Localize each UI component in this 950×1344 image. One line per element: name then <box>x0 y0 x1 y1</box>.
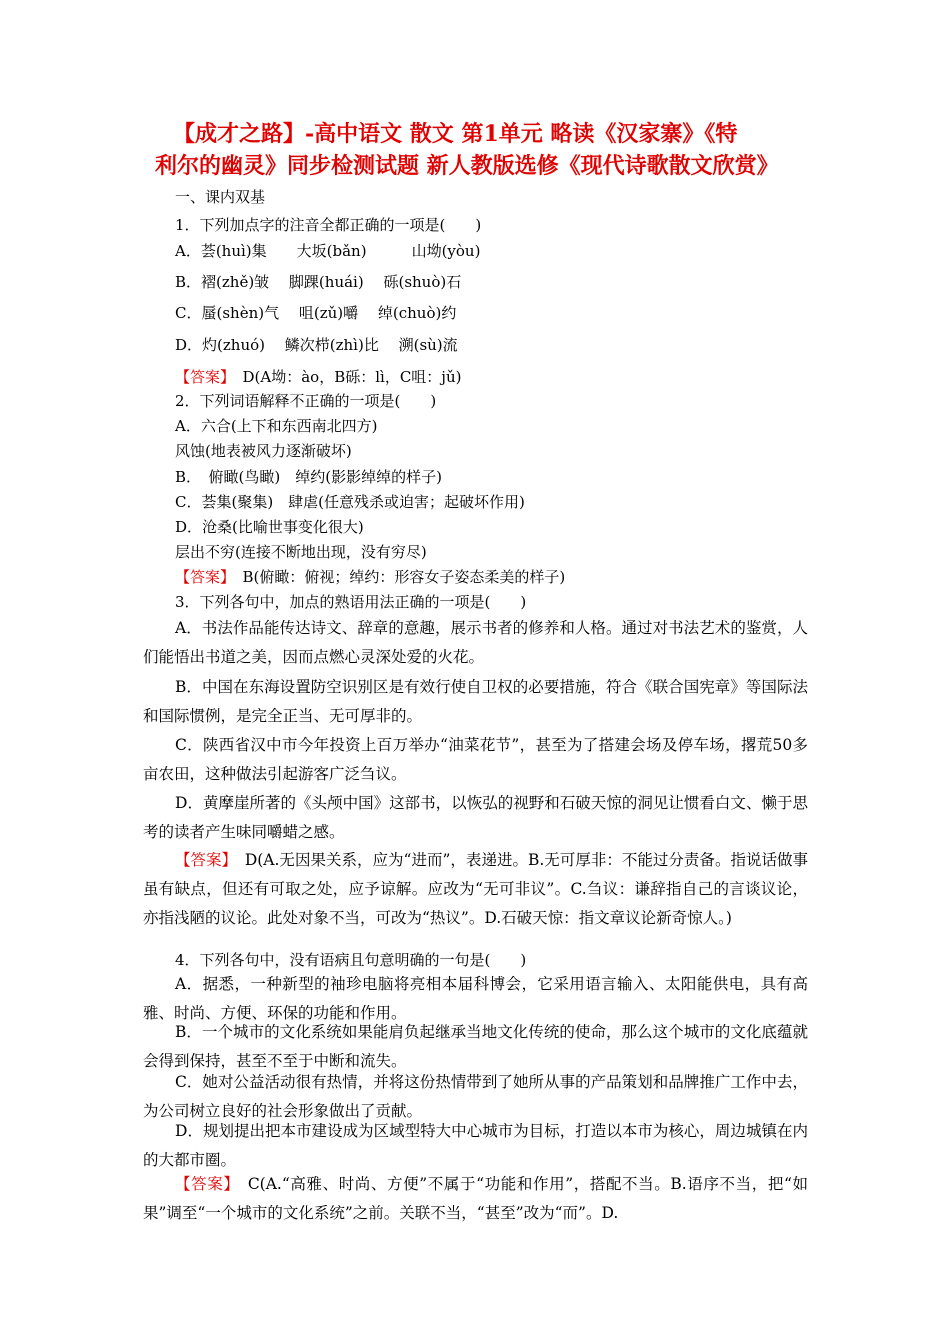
title-line-1: 【成才之路】-高中语文 散文 第1单元 略读《汉家寨》《特 <box>173 121 738 147</box>
answer-text: B(俯瞰：俯视；绰约：形容女子姿态柔美的样子) <box>227 568 566 586</box>
q2-answer <box>175 567 565 587</box>
q3-option-c: C．陕西省汉中市今年投资上百万举办“油菜花节”，甚至为了搭建会场及停车场，撂荒50多亩农田，这种做法引起游客广泛刍议。 <box>143 736 808 783</box>
q2-option-a-cont: 风蚀(地表被风力逐渐破坏) <box>175 442 352 460</box>
q1-option-a: A．荟(huì)集 大坂(bǎn) 山坳(yòu) <box>175 242 481 260</box>
q2-option-a: A．六合(上下和东西南北四方) <box>175 417 378 435</box>
answer-label: 【答案】 <box>175 1175 232 1193</box>
answer-label: 【答案】 <box>175 568 228 586</box>
q4-answer <box>143 1170 808 1228</box>
q3-option-a: A．书法作品能传达诗文、辞章的意趣，展示书者的修养和人格。通过对书法艺术的鉴赏，人们能悟出书道之美，因而点燃心灵深处爱的火花。 <box>143 619 808 666</box>
answer-label: 【答案】 <box>175 368 228 386</box>
q2-stem: 2．下列词语解释不正确的一项是( ) <box>175 392 437 410</box>
q2-option-d: D．沧桑(比喻世事变化很大) <box>175 518 364 536</box>
q1-stem: 1．下列加点字的注音全都正确的一项是( ) <box>175 216 482 234</box>
q1-option-c: C．蜃(shèn)气 咀(zǔ)嚼 绰(chuò)约 <box>175 304 457 322</box>
q3-stem: 3．下列各句中，加点的熟语用法正确的一项是( ) <box>175 593 527 611</box>
q1-option-b: B．褶(zhě)皱 脚踝(huái) 砾(shuò)石 <box>175 273 462 291</box>
q4-stem: 4．下列各句中，没有语病且句意明确的一句是( ) <box>175 951 527 969</box>
answer-text: D(A.无因果关系，应为“进而”，表递进。B.无可厚非：不能过分责备。指说话做事虽有缺点，但还有可取之处，应予谅解。应改为“无可非议”。C.刍议：谦辞指自己的言谈议论，亦指浅陋的议论。此处对象不当，可改为“热议”。D.石破天惊：指文章议论新奇惊人。) <box>143 851 808 927</box>
section-heading: 一、课内双基 <box>175 188 266 206</box>
q3-option-b: B．中国在东海设置防空识别区是有效行使自卫权的必要措施，符合《联合国宪章》等国际法和国际惯例，是完全正当、无可厚非的。 <box>143 678 808 725</box>
q4-option-a: A．据悉，一种新型的袖珍电脑将亮相本届科博会，它采用语言输入、太阳能供电，具有高雅、时尚、方便、环保的功能和作用。 <box>143 975 808 1022</box>
answer-text: D(A坳：ào，B砾：lì，C咀：jǔ) <box>227 368 462 386</box>
q1-answer <box>175 367 461 387</box>
q2-option-b: B． 俯瞰(鸟瞰) 绰约(影影绰绰的样子) <box>175 468 442 486</box>
answer-text: C(A.“高雅、时尚、方便”不属于“功能和作用”，搭配不当。B.语序不当，把“如果”调至“一个城市的文化系统”之前。关联不当，“甚至”改为“而”。D. <box>143 1175 808 1222</box>
q4-option-c: C．她对公益活动很有热情，并将这份热情带到了她所从事的产品策划和品牌推广工作中去，为公司树立良好的社会形象做出了贡献。 <box>143 1073 808 1120</box>
q1-option-d: D．灼(zhuó) 鳞次栉(zhì)比 溯(sù)流 <box>175 336 458 354</box>
q4-option-d: D．规划提出把本市建设成为区域型特大中心城市为目标，打造以本市为核心，周边城镇在内的大都市圈。 <box>143 1122 808 1169</box>
title-line-2: 利尔的幽灵》同步检测试题 新人教版选修《现代诗歌散文欣赏》 <box>155 153 779 179</box>
answer-label: 【答案】 <box>175 851 230 869</box>
q3-answer <box>143 846 808 933</box>
q2-option-c: C．荟集(聚集) 肆虐(任意残杀或迫害；起破坏作用) <box>175 493 525 511</box>
q4-option-b: B．一个城市的文化系统如果能肩负起继承当地文化传统的使命，那么这个城市的文化底蕴就会得到保持，甚至不至于中断和流失。 <box>143 1023 808 1070</box>
document-title <box>155 118 815 182</box>
q3-option-d: D．黄摩崖所著的《头颅中国》这部书，以恢弘的视野和石破天惊的洞见让惯看白文、懒于思考的读者产生味同嚼蜡之感。 <box>143 794 808 841</box>
q2-option-d-cont: 层出不穷(连接不断地出现，没有穷尽) <box>175 543 427 561</box>
